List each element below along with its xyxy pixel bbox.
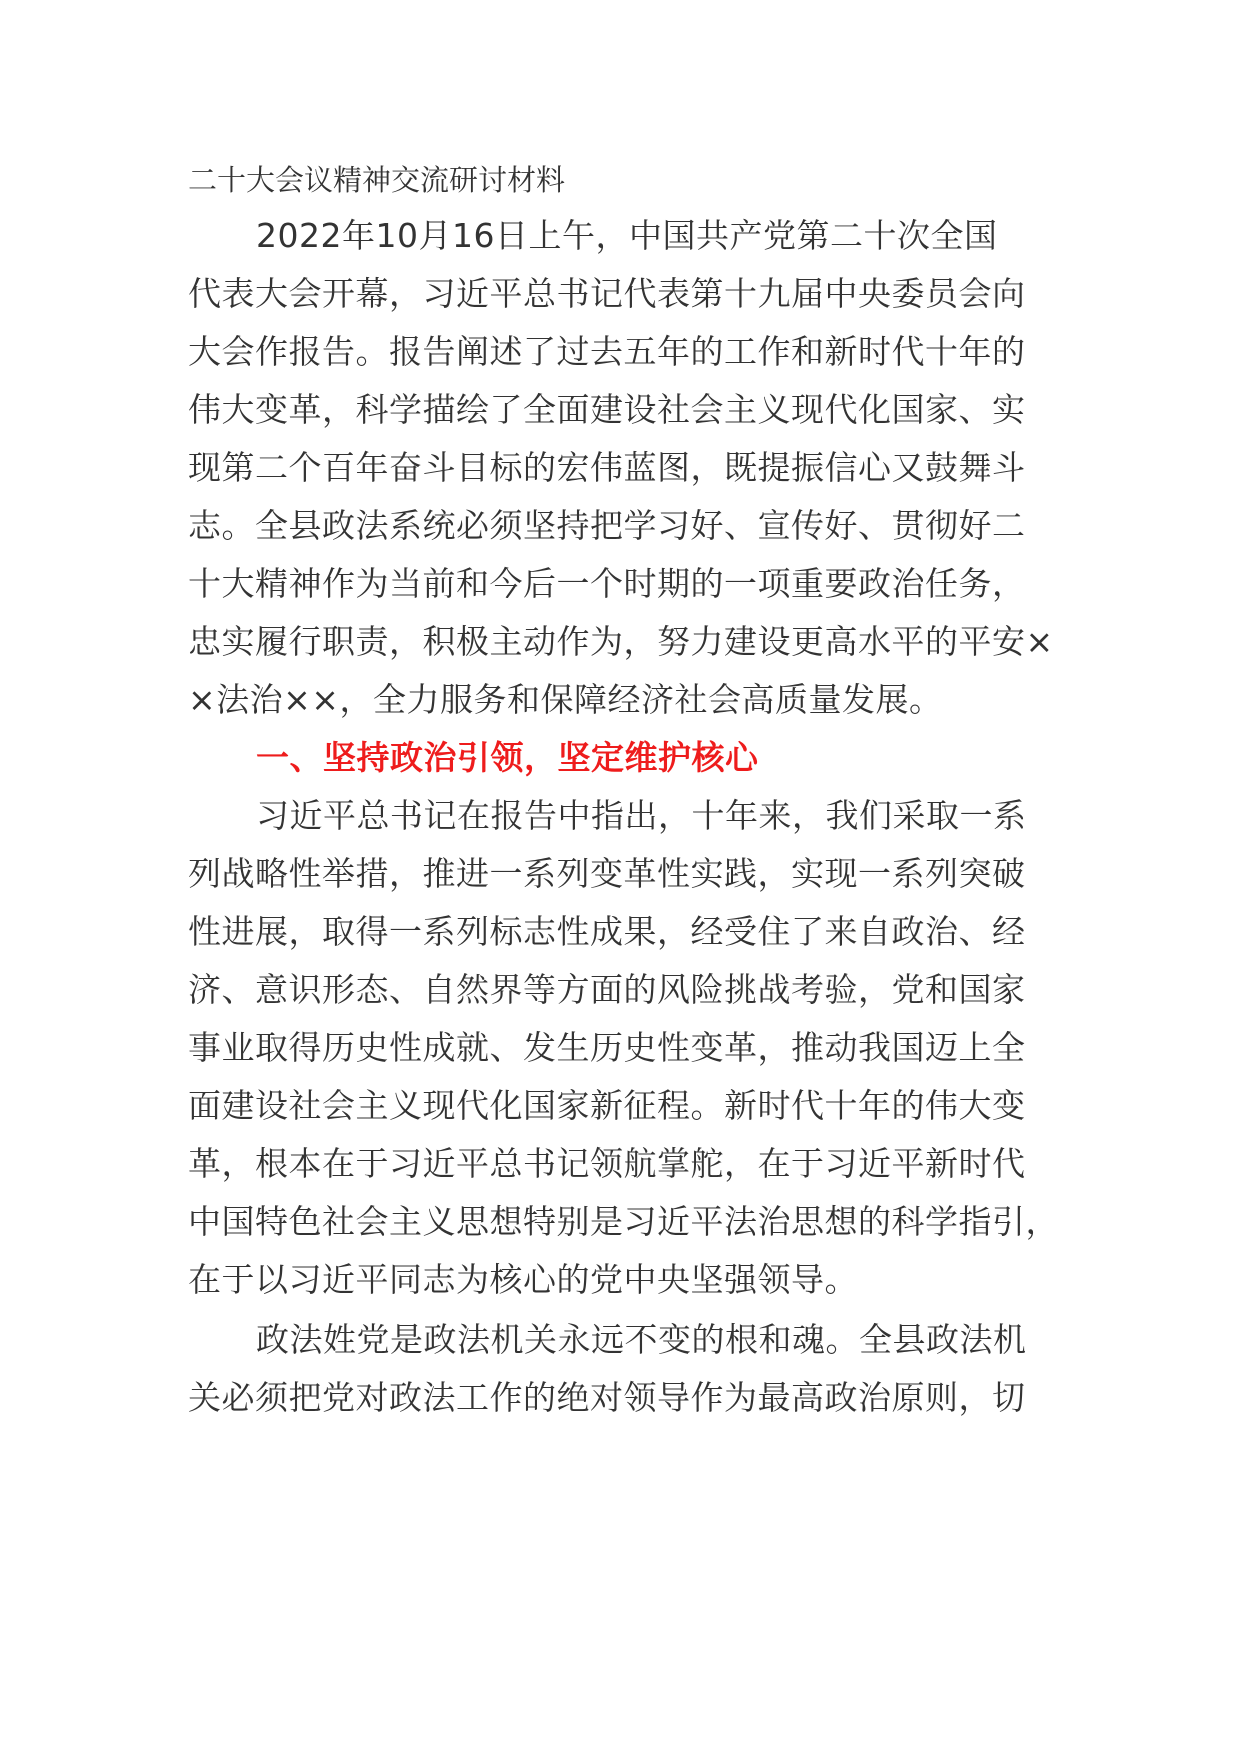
intro-line-9: ×法治××，全力服务和保障经济社会高质量发展。	[188, 680, 943, 719]
section-1-para-2-line-1: 政法姓党是政法机关永远不变的根和魂。全县政法机	[256, 1320, 1027, 1359]
section-1-para-1-line-3: 性进展，取得一系列标志性成果，经受住了来自政治、经	[188, 912, 1026, 951]
section-1-para-1-line-7: 革，根本在于习近平总书记领航掌舵，在于习近平新时代	[188, 1144, 1026, 1183]
intro-line-1: 2022年10月16日上午，中国共产党第二十次全国	[256, 216, 998, 255]
intro-line-4: 伟大变革，科学描绘了全面建设社会主义现代化国家、实	[188, 390, 1026, 429]
section-1-heading: 一、坚持政治引领，坚定维护核心	[256, 738, 759, 777]
intro-line-2: 代表大会开幕，习近平总书记代表第十九届中央委员会向	[188, 274, 1026, 313]
intro-line-3: 大会作报告。报告阐述了过去五年的工作和新时代十年的	[188, 332, 1026, 371]
intro-line-7: 十大精神作为当前和今后一个时期的一项重要政治任务，	[188, 564, 1026, 603]
section-1-para-1-line-1: 习近平总书记在报告中指出，十年来，我们采取一系	[256, 796, 1027, 835]
intro-line-8: 忠实履行职责，积极主动作为，努力建设更高水平的平安×	[188, 622, 1054, 661]
intro-line-6: 志。全县政法系统必须坚持把学习好、宣传好、贯彻好二	[188, 506, 1026, 545]
section-1-para-2-line-2: 关必须把党对政法工作的绝对领导作为最高政治原则，切	[188, 1378, 1026, 1417]
intro-line-5: 现第二个百年奋斗目标的宏伟蓝图，既提振信心又鼓舞斗	[188, 448, 1026, 487]
section-1-para-1-line-6: 面建设社会主义现代化国家新征程。新时代十年的伟大变	[188, 1086, 1026, 1125]
section-1-para-1-line-8: 中国特色社会主义思想特别是习近平法治思想的科学指引，	[188, 1202, 1059, 1241]
section-1-para-1-line-4: 济、意识形态、自然界等方面的风险挑战考验，党和国家	[188, 970, 1026, 1009]
document-title: 二十大会议精神交流研讨材料	[188, 163, 566, 197]
section-1-para-1-line-5: 事业取得历史性成就、发生历史性变革，推动我国迈上全	[188, 1028, 1026, 1067]
section-1-para-1-line-2: 列战略性举措，推进一系列变革性实践，实现一系列突破	[188, 854, 1026, 893]
section-1-para-1-line-9: 在于以习近平同志为核心的党中央坚强领导。	[188, 1260, 858, 1299]
